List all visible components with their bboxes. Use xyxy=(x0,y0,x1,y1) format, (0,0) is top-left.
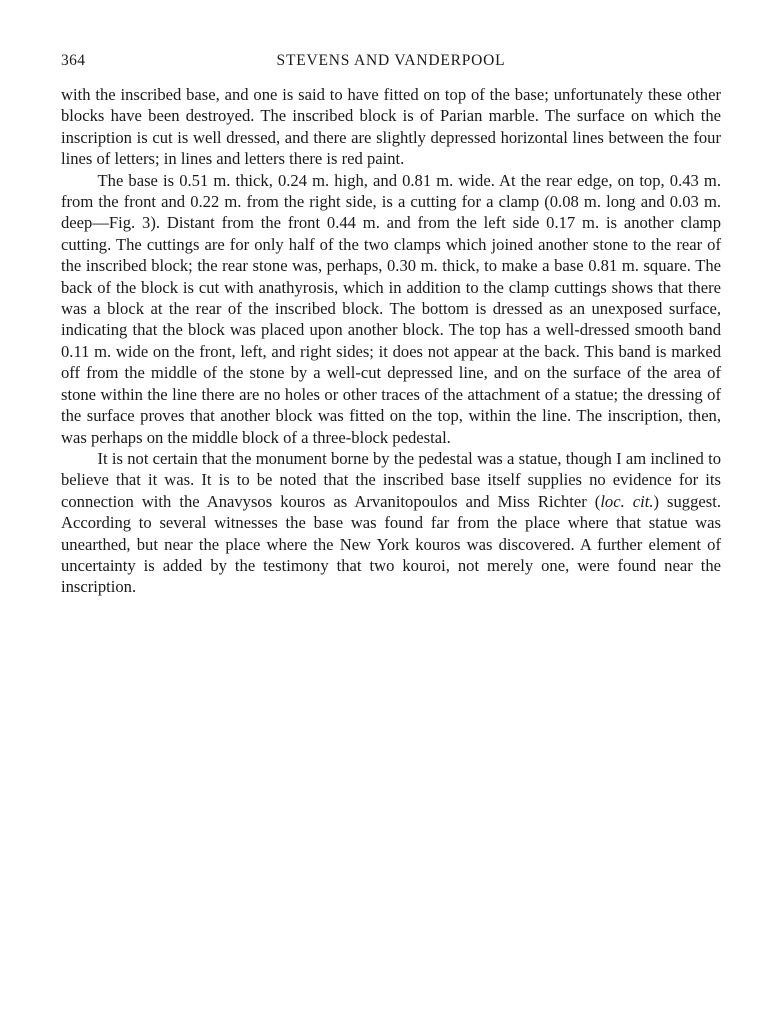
paragraph-base-description: The base is 0.51 m. thick, 0.24 m. high, and 0.81 m. wide. At the rear edge, on top, 0.43 m. from the front and 0.22 m. from the right side, is a cutting for a clamp (0.08 m. long and 0.03 m. deep—Fig. 3). Distant from the front 0.44 m. and from the left side 0.17 m. is another clamp cutting. The cuttings are for only half of the two clamps which joined another stone to the rear of the inscribed block; the rear stone was, perhaps, 0.30 m. thick, to make a base 0.81 m. square. The back of the block is cut with anathyrosis, which in addition to the clamp cuttings shows that there was a block at the rear of the inscribed block. The bottom is dressed as an unexposed surface, indicating that the block was placed upon another block. The top has a well-dressed smooth band 0.11 m. wide on the front, left, and right sides; it does not appear at the back. This band is marked off from the middle of the stone by a well-cut depressed line, and on the surface of the area of stone within the line there are no holes or other traces of the attachment of a statue; the dressing of the surface proves that another block was fitted on the top, within the line. The inscription, then, was perhaps on the middle block of a three-block pedestal. xyxy=(61,170,721,447)
running-title: STEVENS AND VANDERPOOL xyxy=(276,52,506,69)
body-text xyxy=(61,84,721,598)
page-number: 364 xyxy=(61,52,86,69)
paragraph-text-before: It is not certain that the monument borne by the pedestal was a statue, though I am inclined to believe that it was. It is to be noted that the inscribed base itself supplies no evidence for its connection with the Anavysos kouros as Arvanitopoulos and Miss Richter ( xyxy=(61,448,721,511)
paragraph-continued: with the inscribed base, and one is said to have fitted on top of the base; unfortunately these other blocks have been destroyed. The inscribed block is of Parian marble. The surface on which the inscription is cut is well dressed, and there are slightly depressed horizontal lines between the four lines of letters; in lines and letters there is red paint. xyxy=(61,85,721,169)
document-page xyxy=(61,52,721,598)
paragraph-monument-discussion xyxy=(61,448,721,598)
paragraph-text-after: ) suggest. According to several witnesses the base was found far from the place where that statue was unearthed, but near the place where the New York kouros was discovered. A further element of uncertainty is added by the testimony that two kouroi, not merely one, were found near the inscription. xyxy=(61,491,721,597)
citation-italic: loc. cit. xyxy=(600,491,654,511)
running-head xyxy=(61,52,721,74)
